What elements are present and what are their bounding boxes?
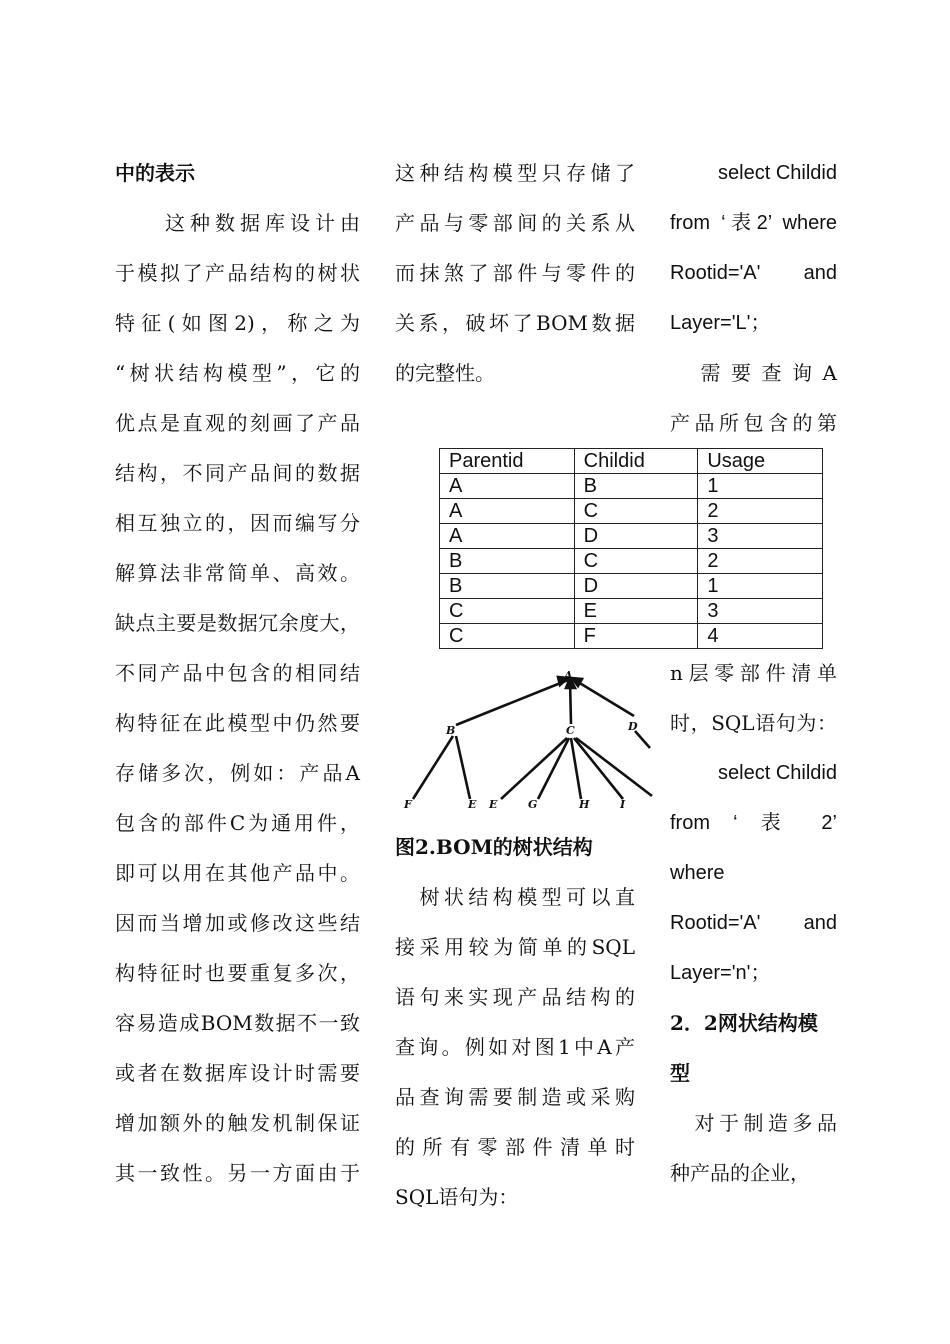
sql-line: Rootid='A' and — [670, 912, 837, 934]
paragraph-line: 的所有零部件清单时 — [395, 1135, 635, 1159]
tree-node-b: B — [446, 724, 456, 737]
paragraph-line: 即可以用在其他产品中。 — [115, 861, 360, 885]
section-heading-continued: 中的表示 — [115, 161, 195, 185]
paragraph-line: 查询。例如对图1中A产 — [395, 1035, 635, 1059]
paragraph-line: 其一致性。另一方面由于 — [115, 1161, 360, 1185]
paragraph-line: 这种数据库设计由 — [115, 211, 360, 235]
table-cell: 4 — [698, 624, 823, 649]
paragraph-line: 对于制造多品 — [670, 1111, 837, 1135]
table-cell: C — [574, 549, 698, 574]
paragraph-line: 树状结构模型可以直 — [395, 885, 635, 909]
paragraph-line: 增加额外的触发机制保证 — [115, 1111, 360, 1135]
section-heading: 型 — [670, 1061, 690, 1085]
text-column-right — [670, 148, 837, 1198]
paragraph-line: 品查询需要制造或采购 — [395, 1085, 635, 1109]
sql-line: Layer='n'； — [670, 962, 771, 984]
paragraph-line: 产品与零部间的关系从 — [395, 211, 635, 235]
table-cell: B — [574, 474, 698, 499]
table-cell: B — [440, 574, 575, 599]
text-column-left — [115, 148, 360, 1198]
table-cell: D — [574, 574, 698, 599]
paragraph-line: 种产品的企业， — [670, 1161, 810, 1185]
bom-tree-diagram — [398, 668, 654, 814]
table-cell: 2 — [698, 549, 823, 574]
sql-line: Layer='L'； — [670, 312, 771, 334]
section-heading: 2．2网状结构模 — [670, 1011, 818, 1035]
spacer-line — [670, 498, 837, 548]
paragraph-line: 缺点主要是数据冗余度大， — [115, 611, 360, 635]
paragraph-line: n层零部件清单 — [670, 661, 837, 685]
paragraph-line: 或者在数据库设计时需要 — [115, 1061, 360, 1085]
paragraph-line: 时，SQL语句为： — [670, 711, 837, 735]
tree-node-d: D — [628, 720, 638, 733]
sql-line: from ‘ 表 2’ — [670, 812, 837, 834]
sql-line: select Childid — [718, 762, 837, 784]
paragraph-line: 的完整性。 — [395, 361, 495, 385]
table-cell: F — [574, 624, 698, 649]
paragraph-line: 相互独立的，因而编写分 — [115, 511, 360, 535]
table-cell: A — [440, 499, 575, 524]
paragraph-line: 解算法非常简单、高效。 — [115, 561, 360, 585]
table-cell: 1 — [698, 574, 823, 599]
paragraph-line: 结构，不同产品间的数据 — [115, 461, 360, 485]
paragraph-line: 特征(如图2)，称之为 — [115, 311, 360, 335]
paragraph-line: 这种结构模型只存储了 — [395, 161, 635, 185]
text-column-middle — [395, 148, 635, 398]
tree-node-f: F — [404, 798, 412, 811]
paragraph-line: 语句来实现产品结构的 — [395, 985, 635, 1009]
table-cell: C — [440, 624, 575, 649]
paragraph-line: 构特征时也要重复多次， — [115, 961, 360, 985]
table-cell: C — [574, 499, 698, 524]
paragraph-line: 产品所包含的第 — [670, 411, 837, 435]
table-cell: 3 — [698, 599, 823, 624]
paragraph-line: 关系，破坏了BOM数据 — [395, 311, 635, 335]
paragraph-line: “树状结构模型”，它的 — [115, 361, 360, 385]
paragraph-line: 于模拟了产品结构的树状 — [115, 261, 360, 285]
spacer-line — [670, 448, 837, 498]
sql-line: Rootid='A' and — [670, 262, 837, 284]
paragraph-line: 因而当增加或修改这些结 — [115, 911, 360, 935]
tree-node-g: G — [528, 798, 538, 811]
column-header-parentid: Parentid — [440, 449, 575, 474]
table-cell: A — [440, 474, 575, 499]
paragraph-line: 优点是直观的刻画了产品 — [115, 411, 360, 435]
paragraph-line: 接采用较为简单的SQL — [395, 935, 635, 959]
paragraph-line: 需要查询A — [670, 361, 837, 385]
paragraph-line: 存储多次，例如：产品A — [115, 761, 360, 785]
sql-line: from ‘表2’ where — [670, 212, 837, 234]
figure-caption: 图2.BOM的树状结构 — [395, 835, 593, 859]
paragraph-line: 构特征在此模型中仍然要 — [115, 711, 360, 735]
tree-node-h: H — [579, 798, 590, 811]
paragraph-line: 容易造成BOM数据不一致 — [115, 1011, 360, 1035]
table-cell: E — [574, 599, 698, 624]
sql-line: select Childid — [718, 162, 837, 184]
sql-line: where — [670, 862, 725, 884]
paragraph-line: 包含的部件C为通用件， — [115, 811, 360, 835]
table-cell: D — [574, 524, 698, 549]
text-column-middle-lower — [395, 872, 635, 1222]
tree-node-c: C — [566, 724, 575, 737]
table-cell: C — [440, 599, 575, 624]
spacer-line — [670, 548, 837, 598]
paragraph-line: SQL语句为： — [395, 1185, 519, 1209]
table-cell: 2 — [698, 499, 823, 524]
tree-node-i: I — [620, 798, 626, 811]
spacer-line — [670, 598, 837, 648]
table-cell: B — [440, 549, 575, 574]
column-header-usage: Usage — [698, 449, 823, 474]
table-cell: 3 — [698, 524, 823, 549]
paragraph-line: 而抹煞了部件与零件的 — [395, 261, 635, 285]
paragraph-line: 不同产品中包含的相同结 — [115, 661, 360, 685]
table-cell: A — [440, 524, 575, 549]
column-header-childid: Childid — [574, 449, 698, 474]
tree-node-e-under-b: E — [468, 798, 477, 811]
tree-node-e-under-c: E — [489, 798, 498, 811]
tree-node-a: A — [564, 669, 573, 682]
table-cell: 1 — [698, 474, 823, 499]
